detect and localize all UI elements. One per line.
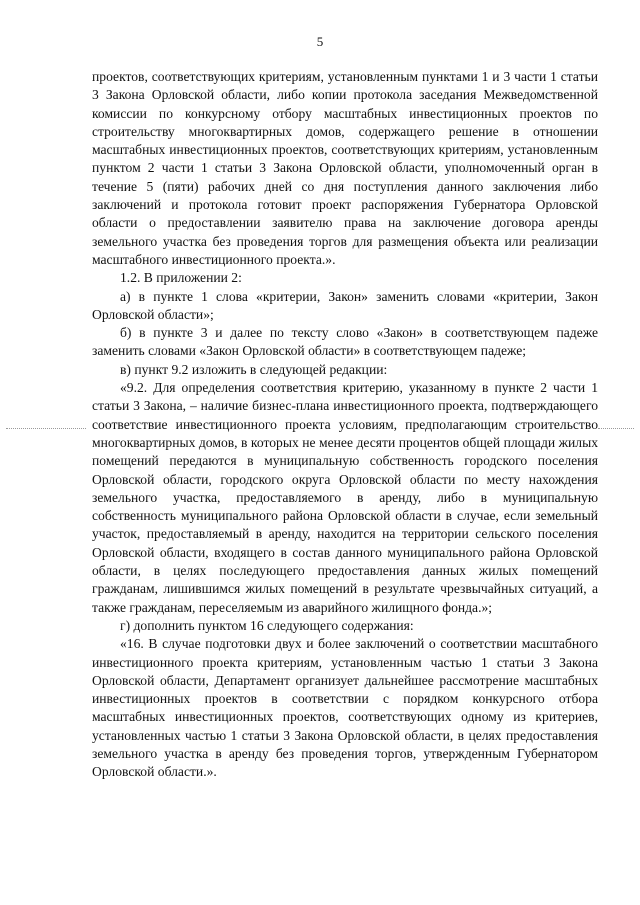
- paragraph: в) пункт 9.2 изложить в следующей редакции:: [120, 361, 388, 377]
- scan-artifact-right: [598, 428, 634, 430]
- document-body: [92, 68, 598, 782]
- paragraph: г) дополнить пунктом 16 следующего содержания:: [120, 617, 414, 633]
- paragraph: «9.2. Для определения соответствия критерию, указанному в пункте 2 части 1 статьи 3 Закона, – наличие бизнес-плана инвестиционного проекта, подтверждающего соответствие инвестиционного проекта условиям, предполагающим строительство многоквартирных домов, в которых не менее десяти процентов общей площади жилых помещений передаются в муниципальную собственность городского поселения Орловской области, городского округа Орловской области по месту нахождения земельного участка, предоставляемого в аренду, либо в муниципальную собственность муниципального района Орловской области в случае, если земельный участок, предоставляемый в аренду, находится на территории сельского поселения Орловской области, входящего в состав данного муниципального района Орловской области, в целях последующего предоставления данных жилых помещений гражданам, лишившимся жилых помещений в результате чрезвычайных ситуаций, а также гражданам, переселяемым из аварийного жилищного фонда.»;: [92, 380, 598, 615]
- paragraph: а) в пункте 1 слова «критерии, Закон» заменить словами «критерии, Закон Орловской области»;: [92, 288, 598, 322]
- paragraph: «16. В случае подготовки двух и более заключений о соответствии масштабного инвестиционного проекта критериям, установленным частью 1 статьи 3 Закона Орловской области, Департамент организует дальнейшее рассмотрение масштабных инвестиционных проектов в соответствии с порядком конкурсного отбора масштабных инвестиционных проектов, соответствующих одному из критериев, установленных частью 1 статьи 3 Закона Орловской области, в целях предоставления земельного участка в аренду без проведения торгов, утвержденным Губернатором Орловской области.».: [92, 636, 598, 780]
- paragraph: проектов, соответствующих критериям, установленным пунктами 1 и 3 части 1 статьи 3 Закона Орловской области, либо копии протокола заседания Межведомственной комиссии по конкурсному отбору масштабных инвестиционных проектов по строительству многоквартирных домов, содержащего решение в отношении масштабных инвестиционных проектов, соответствующих критериям, установленным пунктом 2 части 1 статьи 3 Закона Орловской области, уполномоченный орган в течение 5 (пяти) рабочих дней со дня поступления данного заключения либо заключений и протокола готовит проект распоряжения Губернатора Орловской области о предоставлении заявителю права на заключение договора аренды земельного участка без проведения торгов для размещения объекта или реализации масштабного инвестиционного проекта.».: [92, 69, 598, 267]
- page-number: 5: [316, 34, 324, 49]
- paragraph: б) в пункте 3 и далее по тексту слово «Закон» в соответствующем падеже заменить словами «Закон Орловской области» в соответствующем падеже;: [92, 325, 598, 359]
- scan-artifact-left: [6, 428, 86, 430]
- paragraph: 1.2. В приложении 2:: [120, 270, 242, 286]
